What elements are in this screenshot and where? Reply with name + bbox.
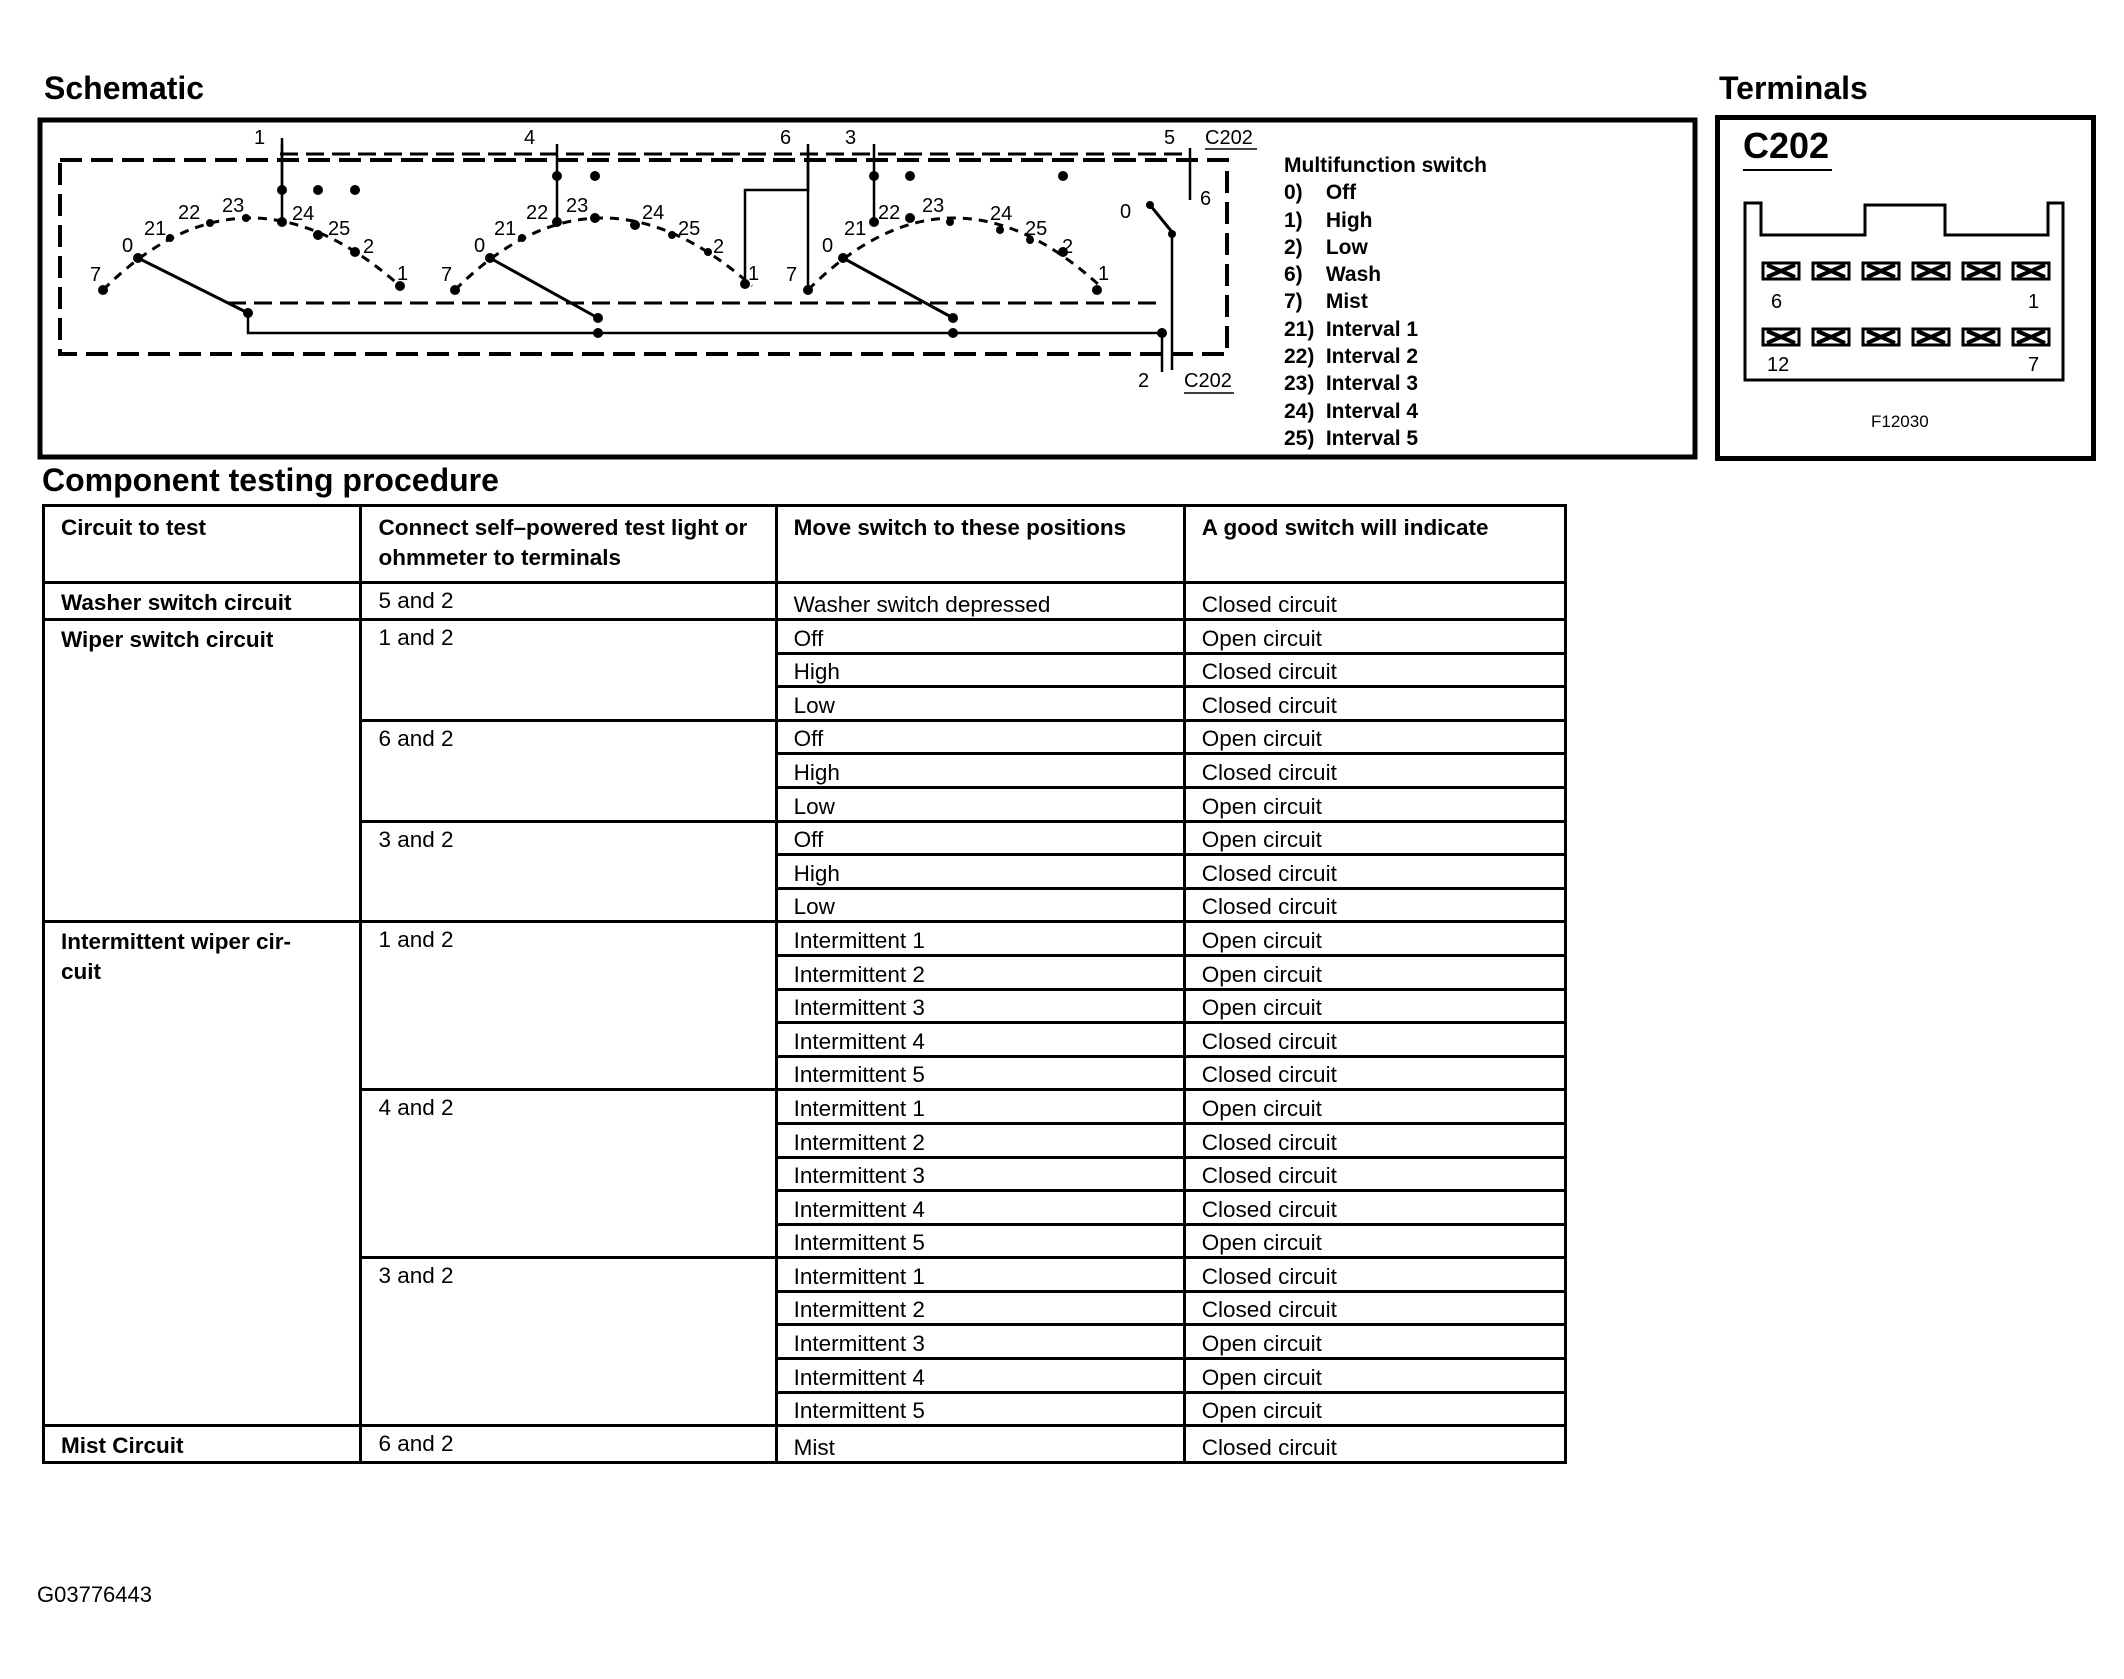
washer-node [1146, 201, 1154, 209]
washer-switch [1146, 148, 1190, 372]
legend-key: 0) [1284, 181, 1303, 205]
position-cell: Low [776, 687, 1184, 721]
terminal-label: 6 [780, 127, 792, 149]
legend-value: Interval 2 [1325, 345, 1419, 369]
indication-cell: Closed circuit [1184, 687, 1565, 721]
header-circuit: Circuit to test [44, 506, 361, 583]
terminal-label: 3 [845, 127, 857, 149]
legend-value: Interval 5 [1325, 426, 1419, 450]
header-positions: Move switch to these positions [776, 506, 1184, 583]
deck-1-node [350, 185, 360, 195]
position-cell: Low [776, 787, 1184, 821]
indication-cell: Closed circuit [1184, 1123, 1565, 1157]
legend-key: 7) [1284, 290, 1303, 314]
position-label: 22 [878, 202, 901, 224]
position-label: 21 [144, 218, 167, 240]
indication-cell: Closed circuit [1184, 1023, 1565, 1057]
indication-cell: Open circuit [1184, 1090, 1565, 1124]
switch-body-outline [60, 160, 1227, 354]
legend-value: Interval 3 [1325, 372, 1419, 396]
legend-value: Interval 1 [1325, 317, 1419, 341]
table-row [44, 620, 1566, 654]
indication-cell: Open circuit [1184, 1392, 1565, 1426]
position-cell: Off [776, 821, 1184, 855]
legend-item [1284, 343, 1487, 370]
terminals-cell: 6 and 2 [361, 1426, 776, 1463]
schematic-title: Schematic [44, 70, 205, 106]
deck-3-node [803, 285, 813, 295]
deck-1-node [277, 185, 287, 195]
header-indication: A good switch will indicate [1184, 506, 1565, 583]
position-cell: Intermittent 5 [776, 1224, 1184, 1258]
terminals-cell: 4 and 2 [361, 1090, 776, 1258]
terminals-cell: 6 and 2 [361, 720, 776, 821]
deck-3-node [948, 328, 958, 338]
deck-3-node [905, 213, 915, 223]
deck-2-node [485, 253, 495, 263]
legend-item [1284, 398, 1487, 425]
deck-3-node [838, 253, 848, 263]
position-cell: Low [776, 888, 1184, 922]
deck-1-node [313, 230, 323, 240]
position-label: 22 [526, 202, 549, 224]
indication-cell: Open circuit [1184, 955, 1565, 989]
position-cell: Intermittent 1 [776, 1258, 1184, 1292]
position-label: 24 [990, 203, 1013, 225]
position-cell: Intermittent 2 [776, 1123, 1184, 1157]
legend-value: Off [1325, 181, 1357, 205]
legend-value: High [1325, 208, 1373, 232]
indication-cell: Closed circuit [1184, 653, 1565, 687]
terminal-label: 6 [1200, 188, 1212, 210]
indication-cell: Closed circuit [1184, 855, 1565, 889]
indication-cell: Closed circuit [1184, 1258, 1565, 1292]
legend-key: 22) [1284, 345, 1315, 369]
washer-node [1157, 328, 1167, 338]
legend-item [1284, 316, 1487, 343]
deck-1-node [98, 285, 108, 295]
legend-title: Multifunction switch [1284, 154, 1487, 177]
terminals-cell: 1 and 2 [361, 620, 776, 721]
deck-2-node [518, 234, 526, 242]
indication-cell: Closed circuit [1184, 888, 1565, 922]
terminal-label: 1 [254, 127, 266, 149]
position-label: 1 [748, 263, 760, 285]
deck-2-wiper [490, 258, 598, 318]
position-label: 25 [328, 218, 351, 240]
indication-cell: Open circuit [1184, 1325, 1565, 1359]
terminal-label: 4 [524, 127, 536, 149]
legend-key: 21) [1284, 317, 1315, 341]
terminals-diagram [1715, 115, 2097, 461]
legend-key: 25) [1284, 426, 1315, 450]
terminals-frame [1718, 118, 2094, 459]
deck-3-wiper [843, 258, 953, 318]
legend-key: 2) [1284, 235, 1303, 259]
position-cell: Intermittent 2 [776, 1291, 1184, 1325]
pin-row-bottom [1763, 329, 2049, 345]
deck-1-node [243, 308, 253, 318]
deck-3 [803, 144, 1102, 338]
legend-value: Mist [1325, 290, 1368, 314]
figure-id: G03776443 [37, 1582, 152, 1607]
terminal-label: 5 [1164, 127, 1176, 149]
deck-1-node [133, 253, 143, 263]
position-label: 25 [1025, 218, 1048, 240]
legend-key: 6) [1284, 263, 1303, 287]
deck-3-node [869, 171, 879, 181]
position-label: 21 [844, 218, 867, 240]
position-cell: Off [776, 620, 1184, 654]
position-cell: High [776, 653, 1184, 687]
position-cell: High [776, 754, 1184, 788]
terminals-cell: 3 and 2 [361, 821, 776, 922]
deck-1-wiper [138, 258, 248, 313]
table-row [44, 922, 1566, 956]
indication-cell: Open circuit [1184, 787, 1565, 821]
deck-3-node [1092, 285, 1102, 295]
legend-value: Low [1325, 235, 1368, 259]
terminals-cell: 3 and 2 [361, 1258, 776, 1426]
legend-value: Wash [1325, 263, 1382, 287]
indication-cell: Open circuit [1184, 1224, 1565, 1258]
deck-3-node [948, 313, 958, 323]
table-header-row [44, 506, 1566, 583]
position-cell: Intermittent 1 [776, 922, 1184, 956]
procedure-table [42, 504, 1567, 1464]
legend-item [1284, 370, 1487, 397]
washer-contact [1150, 205, 1172, 232]
connector-title: C202 [1743, 125, 1830, 166]
legend-key: 23) [1284, 372, 1315, 396]
connector-label-top: C202 [1205, 127, 1253, 149]
deck-3-node [1058, 171, 1068, 181]
indication-cell: Closed circuit [1184, 1157, 1565, 1191]
position-cell: Intermittent 3 [776, 989, 1184, 1023]
deck-2-node [593, 328, 603, 338]
indication-cell: Closed circuit [1184, 754, 1565, 788]
position-cell: Intermittent 4 [776, 1359, 1184, 1393]
deck-2-node [668, 231, 676, 239]
position-label: 0 [474, 235, 486, 257]
position-cell: Intermittent 4 [776, 1191, 1184, 1225]
deck-1-node [350, 247, 360, 257]
deck-2-node [450, 285, 460, 295]
deck-2-node [704, 248, 712, 256]
indication-cell: Closed circuit [1184, 1191, 1565, 1225]
position-label: 2 [1062, 236, 1074, 258]
position-label: 0 [822, 235, 834, 257]
circuit-cell: Wiper switch circuit [44, 620, 361, 922]
indication-cell: Open circuit [1184, 1359, 1565, 1393]
indication-cell: Open circuit [1184, 989, 1565, 1023]
indication-cell: Open circuit [1184, 720, 1565, 754]
position-cell: Intermittent 1 [776, 1090, 1184, 1124]
deck-2-node [552, 217, 562, 227]
deck-2-node [590, 213, 600, 223]
position-cell: Intermittent 4 [776, 1023, 1184, 1057]
indication-cell: Closed circuit [1184, 583, 1565, 620]
deck-1-node [277, 217, 287, 227]
terminals-cell: 5 and 2 [361, 583, 776, 620]
terminal-label: 2 [1138, 370, 1150, 392]
position-cell: Washer switch depressed [776, 583, 1184, 620]
position-label: 0 [1120, 201, 1132, 223]
position-label: 1 [397, 263, 409, 285]
position-cell: Intermittent 5 [776, 1056, 1184, 1090]
terminals-cell: 1 and 2 [361, 922, 776, 1090]
position-cell: Intermittent 5 [776, 1392, 1184, 1426]
connector-label-bottom: C202 [1184, 370, 1232, 392]
position-label: 0 [122, 235, 134, 257]
position-cell: Intermittent 3 [776, 1157, 1184, 1191]
position-label: 2 [713, 236, 725, 258]
position-label: 1 [1098, 263, 1110, 285]
deck-2-node [630, 220, 640, 230]
position-label: 23 [922, 195, 945, 217]
indication-cell: Closed circuit [1184, 1291, 1565, 1325]
circuit-cell: Intermittent wiper cir- cuit [44, 922, 361, 1426]
pin-label: 6 [1771, 291, 1783, 313]
position-label: 7 [786, 264, 798, 286]
position-label: 24 [642, 202, 665, 224]
switch-legend [1284, 152, 1487, 452]
legend-item [1284, 261, 1487, 288]
header-terminals: Connect self–powered test light or ohmmeter to terminals [361, 506, 776, 583]
position-label: 2 [363, 236, 375, 258]
circuit-cell: Mist Circuit [44, 1426, 361, 1463]
indication-cell: Open circuit [1184, 620, 1565, 654]
legend-value: Interval 4 [1325, 399, 1419, 423]
pin-label: 7 [2028, 354, 2040, 376]
terminals-title: Terminals [1719, 70, 1868, 106]
deck-2 [450, 144, 808, 338]
legend-item [1284, 234, 1487, 261]
deck-3-node [905, 171, 915, 181]
legend-item [1284, 179, 1487, 206]
position-label: 24 [292, 203, 315, 225]
deck-2-node [552, 171, 562, 181]
pin-label: 1 [2028, 291, 2040, 313]
position-label: 25 [678, 218, 701, 240]
deck-3-node [946, 218, 954, 226]
position-label: 7 [441, 264, 453, 286]
deck-3-node [996, 226, 1004, 234]
pin-label: 12 [1767, 354, 1790, 376]
deck-2-high [745, 144, 808, 282]
legend-key: 24) [1284, 399, 1315, 423]
legend-item [1284, 207, 1487, 234]
table-row [44, 583, 1566, 620]
connector-outline [1745, 203, 2063, 380]
deck-2-node [593, 313, 603, 323]
position-cell: Intermittent 3 [776, 1325, 1184, 1359]
position-cell: Off [776, 720, 1184, 754]
position-cell: Intermittent 2 [776, 955, 1184, 989]
position-cell: High [776, 855, 1184, 889]
deck-1-node [166, 234, 174, 242]
legend-item [1284, 425, 1487, 452]
legend-item [1284, 288, 1487, 315]
deck-1-node [313, 185, 323, 195]
position-label: 21 [494, 218, 517, 240]
indication-cell: Open circuit [1184, 821, 1565, 855]
deck-1-node [206, 219, 214, 227]
indication-cell: Closed circuit [1184, 1056, 1565, 1090]
figure-code: F12030 [1871, 412, 1929, 431]
table-row [44, 1426, 1566, 1463]
position-label: 23 [566, 195, 589, 217]
position-cell: Mist [776, 1426, 1184, 1463]
common-bus [248, 313, 1162, 333]
procedure-title: Component testing procedure [42, 462, 499, 498]
deck-2-node [590, 171, 600, 181]
indication-cell: Closed circuit [1184, 1426, 1565, 1463]
pin-row-top [1763, 263, 2049, 279]
position-label: 23 [222, 195, 245, 217]
legend-key: 1) [1284, 208, 1303, 232]
position-label: 7 [90, 264, 102, 286]
position-label: 22 [178, 202, 201, 224]
indication-cell: Open circuit [1184, 922, 1565, 956]
circuit-cell: Washer switch circuit [44, 583, 361, 620]
